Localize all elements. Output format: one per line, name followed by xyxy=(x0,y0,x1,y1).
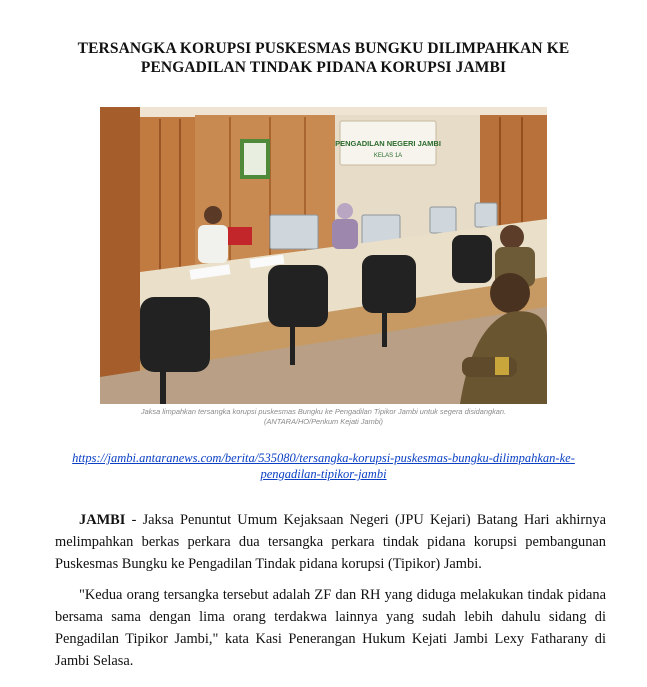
title-line-1: TERSANGKA KORUPSI PUSKESMAS BUNGKU DILIMPAHKAN KE xyxy=(77,40,570,57)
source-link-line-2[interactable]: pengadilan-tipikor-jambi xyxy=(260,467,387,481)
source-link[interactable] xyxy=(40,450,607,482)
dateline: JAMBI xyxy=(79,512,126,528)
court-sign-text: PENGADILAN NEGERI JAMBI xyxy=(335,139,441,148)
photo-caption xyxy=(100,407,547,427)
paragraph-2: "Kedua orang tersangka tersebut adalah ZF dan RH yang diduga melakukan tindak pidana bersama sama dengan lima orang terdakwa lainnya yang sudah lebih dahulu sidang di Pengadilan Tipikor Jambi," kata Kasi Penerangan Hukum Kejati Jambi Lexy Fatharany di Jambi Selasa. xyxy=(55,587,606,669)
court-sign-subtext: KELAS 1A xyxy=(373,153,403,159)
source-link-line-1[interactable]: https://jambi.antaranews.com/berita/535080/tersangka-korupsi-puskesmas-bungku-dilimpahkan-ke- xyxy=(72,451,575,465)
title-line-2: PENGADILAN TINDAK PIDANA KORUPSI JAMBI xyxy=(140,59,507,76)
article-body xyxy=(55,509,606,672)
article-photo xyxy=(100,107,547,404)
caption-line-1: Jaksa limpahkan tersangka korupsi puskesmas Bungku ke Pengadilan Tipikor Jambi untuk segera disidangkan. xyxy=(140,407,507,416)
caption-line-2: (ANTARA/HO/Penkum Kejati Jambi) xyxy=(264,417,383,426)
paragraph-1 xyxy=(55,509,606,575)
paragraph-1-text: - Jaksa Penuntut Umum Kejaksaan Negeri (JPU Kejari) Batang Hari akhirnya melimpahkan berkas perkara dua tersangka perkara tindak pidana korupsi pembangunan Puskesmas Bungku ke Pengadilan Tindak pidana korupsi (Tipikor) Jambi. xyxy=(55,512,606,572)
courtroom-photo-illustration xyxy=(100,107,547,404)
article-title xyxy=(40,39,607,77)
